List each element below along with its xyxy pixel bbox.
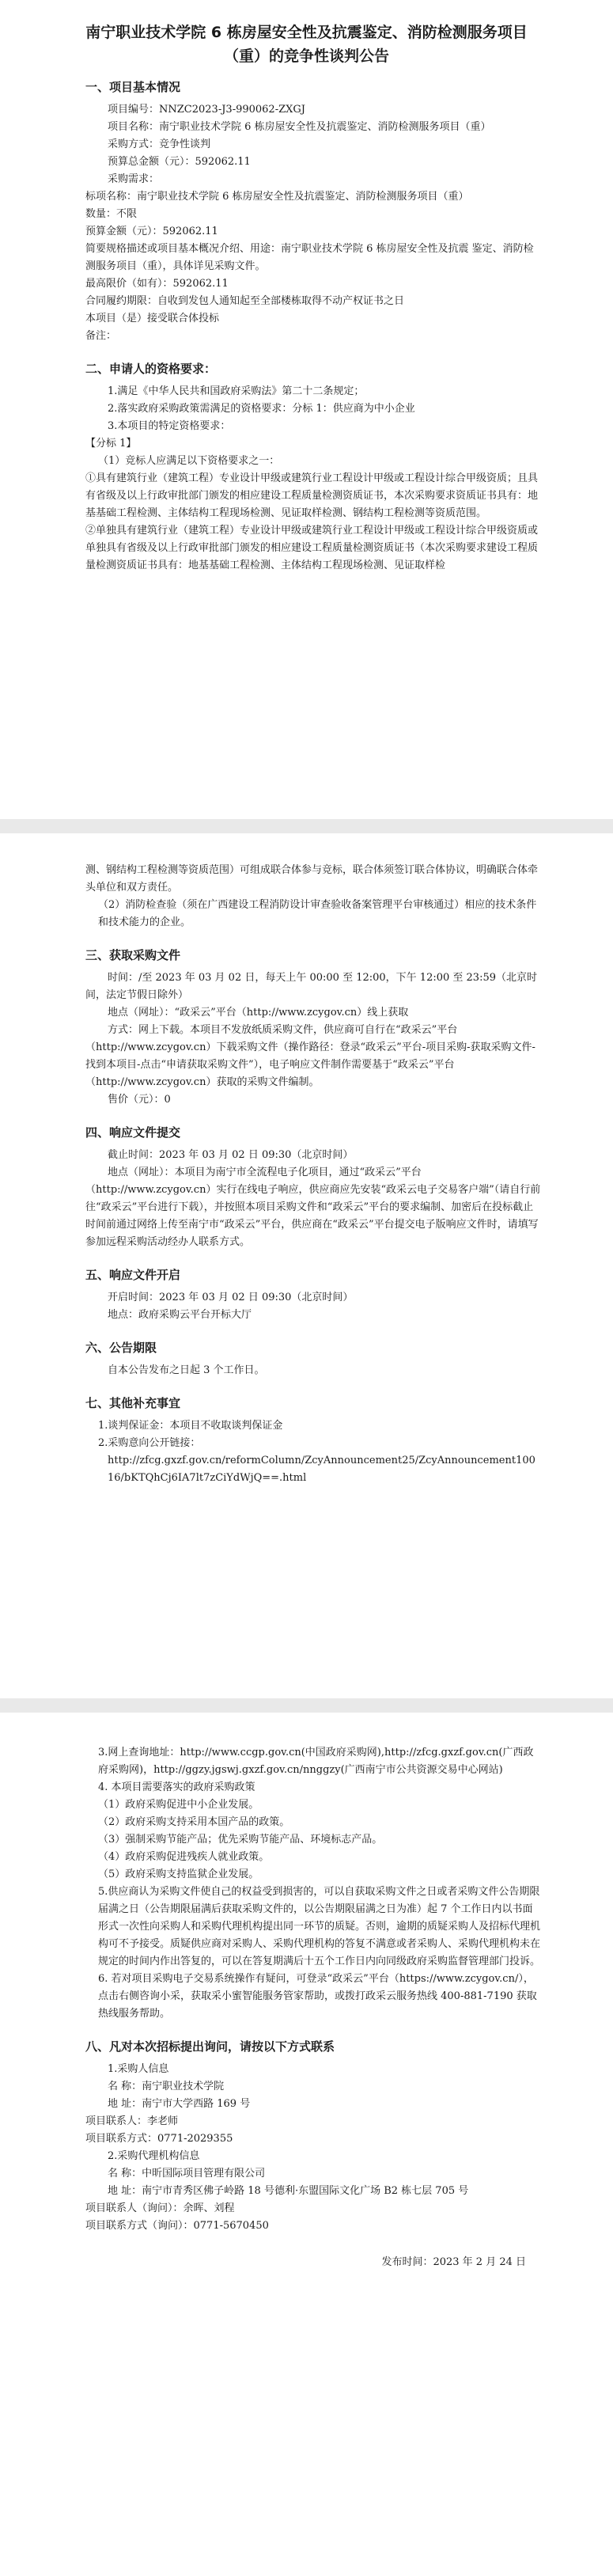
policy-5: （5）政府采购支持监狱企业发展。 (98, 1868, 259, 1880)
consortium-note: 本项目（是）接受联合体投标 (85, 313, 220, 324)
qualification-item-2: 2.落实政府采购政策需满足的资格要求：分标 1：供应商为中小企业 (108, 403, 415, 415)
section-heading-basic-info: 一、项目基本情况 (85, 80, 181, 94)
condition-1b: ②单独具有建筑行业（建筑工程）专业设计甲级或建筑行业工程设计甲级或工程设计综合甲级资质或单独具有省级及以上行政审批部门颁发的相应建设工程质量检测资质证书（本次采购要求建设工程质量检测资质证书具有：地基基础工程检测、主体结构工程现场检测、见证取样检 (85, 525, 539, 571)
other-item-3: 3.网上查询地址：http://www.ccgp.gov.cn(中国政府采购网),http://zfcg.gxzf.gov.cn(广西政府采购网)，http://ggzy.jgswj.gxzf.gov.cn/nnggzy(广西南宁市公共资源交易中心网站) (98, 1747, 534, 1776)
lot-tag: 【分标 1】 (85, 438, 137, 450)
notice-period: 自本公告发布之日起 3 个工作日。 (108, 1364, 265, 1376)
page-1-body (0, 79, 613, 575)
procurement-requirements-label: 采购需求： (108, 173, 160, 185)
buyer-info-heading: 1.采购人信息 (108, 2063, 169, 2075)
maximum-price: 最高限价（如有）：592062.11 (85, 278, 229, 290)
page-separator (0, 819, 613, 833)
agent-info-heading: 2.采购代理机构信息 (108, 2150, 200, 2162)
document-page-2 (0, 833, 613, 1698)
total-budget: 预算总金额（元）：592062.11 (108, 156, 251, 168)
brief-description: 简要规格描述或项目基本概况介绍、用途：南宁职业技术学院 6 栋房屋安全性及抗震 鉴定、消防检测服务项目（重），具体详见采购文件。 (85, 243, 534, 272)
page-separator (0, 1698, 613, 1713)
project-name: 项目名称：南宁职业技术学院 6 栋房屋安全性及抗震鉴定、消防检测服务项目（重） (108, 121, 491, 133)
intention-link[interactable]: http://zfcg.gxzf.gov.cn/reformColumn/ZcyAnnouncement25/ZcyAnnouncement10016/bKTQhCj6IA7lt7zCiYdWjQ==.html (108, 1455, 535, 1484)
project-number: 项目编号：NNZC2023-J3-990062-ZXGJ (108, 104, 305, 116)
publish-date: 发布时间：2023 年 2 月 24 日 (381, 2256, 526, 2268)
section-heading-qualification: 二、申请人的资格要求： (85, 362, 217, 376)
lot-name: 标项名称：南宁职业技术学院 6 栋房屋安全性及抗震鉴定、消防检测服务项目（重） (85, 191, 469, 203)
policy-2: （2）政府采购支持采用本国产品的政策。 (98, 1816, 290, 1828)
quantity: 数量：不限 (85, 208, 138, 220)
submission-deadline: 截止时间：2023 年 03 月 02 日 09:30（北京时间） (108, 1149, 354, 1161)
other-item-5: 5.供应商认为采购文件使自己的权益受到损害的，可以自获取采购文件之日或者采购文件公告期限届满之日（公告期限届满后获取采购文件的，以公告期限届满之日为准）起 7 个工作日内以书面形式一次性向采购人和采购代理机构提出同一环节的质疑。否则，逾期的质疑采购人及招标代理机构可不予接受。质疑供应商对采购人、采购代理机构的答复不满意或者采购人、采购代理机构未在规定的时间内作出答复的，可以在答复期满后十五个工作日内向同级政府采购监督管理部门投诉。 (98, 1886, 541, 1967)
page-3-body (0, 1713, 613, 2271)
obtain-place: 地点（网址）：“政采云”平台（http://www.zcygov.cn）线上获取 (108, 1007, 409, 1019)
agent-contact-person: 项目联系人（询问）：余晖、刘程 (85, 2202, 235, 2214)
condition-1a: ①具有建筑行业（建筑工程）专业设计甲级或建筑行业工程设计甲级或工程设计综合甲级资质；且具有省级及以上行政审批部门颁发的相应建设工程质量检测资质证书，本次采购要求资质证书具有：地基基础工程检测、主体结构工程现场检测、见证取样检测、钢结构工程检测等资质范围。 (85, 472, 539, 519)
obtain-time: 时间：/至 2023 年 03 月 02 日，每天上午 00:00 至 12:00，下午 12:00 至 23:59（北京时间，法定节假日除外） (85, 972, 537, 1001)
buyer-name: 名 称：南宁职业技术学院 (108, 2081, 225, 2092)
qualification-item-3: 3.本项目的特定资格要求： (108, 420, 231, 432)
opening-place: 地点：政府采购云平台开标大厅 (108, 1309, 252, 1321)
policy-4: （4）政府采购促进残疾人就业政策。 (98, 1851, 270, 1863)
section-heading-submission: 四、响应文件提交 (85, 1125, 181, 1140)
section-heading-obtain-documents: 三、获取采购文件 (85, 948, 181, 962)
document-page-3 (0, 1713, 613, 2576)
agent-address: 地 址：南宁市青秀区佛子岭路 18 号德利·东盟国际文化广场 B2 栋七层 705 号 (108, 2185, 469, 2197)
lot-budget: 预算金额（元）：592062.11 (85, 226, 218, 237)
condition-1: （1）竞标人应满足以下资格要求之一： (98, 455, 280, 467)
document-price: 售价（元）：0 (108, 1094, 171, 1106)
condition-1b-continued: 测、钢结构工程检测等资质范围）可组成联合体参与竞标，联合体须签订联合体协议，明确联合体牵头单位和双方责任。 (85, 864, 539, 893)
agent-contact-phone: 项目联系方式（询问）：0771-5670450 (85, 2220, 269, 2232)
buyer-contact-person: 项目联系人：李老师 (85, 2115, 179, 2127)
other-item-1: 1.谈判保证金：本项目不收取谈判保证金 (98, 1420, 283, 1432)
section-heading-contact: 八、凡对本次招标提出询问，请按以下方式联系 (85, 2039, 335, 2054)
section-heading-notice-period: 六、公告期限 (85, 1341, 157, 1355)
section-heading-opening: 五、响应文件开启 (85, 1268, 181, 1282)
remarks-label: 备注： (85, 330, 117, 342)
policy-3: （3）强制采购节能产品；优先采购节能产品、环境标志产品。 (98, 1834, 383, 1846)
policy-1: （1）政府采购促进中小企业发展。 (98, 1799, 259, 1811)
opening-time: 开启时间：2023 年 03 月 02 日 09:30（北京时间） (108, 1292, 354, 1303)
section-heading-other-matters: 七、其他补充事宜 (85, 1396, 181, 1410)
page-2-body (0, 833, 613, 1487)
procurement-method: 采购方式：竞争性谈判 (108, 138, 211, 150)
qualification-item-1: 1.满足《中华人民共和国政府采购法》第二十二条规定； (108, 385, 365, 397)
buyer-contact-phone: 项目联系方式：0771-2029355 (85, 2133, 233, 2145)
other-item-6: 6. 若对项目采购电子交易系统操作有疑问，可登录“政采云”平台（https://www.zcygov.cn/），点击右侧咨询小采，获取采小蜜智能服务管家帮助，或拨打政采云服务热线 400-881-7190 获取热线服务帮助。 (98, 1973, 537, 2020)
agent-name: 名 称：中昕国际项目管理有限公司 (108, 2168, 266, 2180)
contract-period: 合同履约期限：自收到发包人通知起至全部楼栋取得不动产权证书之日 (85, 295, 405, 307)
other-item-4: 4. 本项目需要落实的政府采购政策 (98, 1781, 255, 1793)
submission-place: 地点（网址）：本项目为南宁市全流程电子化项目，通过“政采云”平台（http://www.zcygov.cn）实行在线电子响应，供应商应先安装“政采云电子交易客户端”（请自行前往“政采云”平台进行下载），并按照本项目采购文件和“政采云”平台的要求编制、加密后在投标截止时间前通过网络上传至南宁市“政采云”平台，供应商在“政采云”平台提交电子版响应文件时，请填写参加远程采购活动经办人联系方式。 (85, 1167, 541, 1248)
other-item-2: 2.采购意向公开链接： (98, 1437, 201, 1449)
buyer-address: 地 址：南宁市大学西路 169 号 (108, 2098, 251, 2110)
condition-2: （2）消防检查验（须在广西建设工程消防设计审查验收备案管理平台审核通过）相应的技术条件和技术能力的企业。 (98, 899, 537, 928)
obtain-method: 方式：网上下载。本项目不发放纸质采购文件，供应商可自行在“政采云”平台（http://www.zcygov.cn）下载采购文件（操作路径：登录“政采云”平台-项目采购-获取采购文件-找到本项目-点击“申请获取采购文件”），电子响应文件制作需要基于“政采云”平台（http://www.zcygov.cn）获取的采购文件编制。 (85, 1024, 535, 1088)
document-page-1 (0, 0, 613, 819)
page-title: 南宁职业技术学院 6 栋房屋安全性及抗震鉴定、消防检测服务项目（重）的竞争性谈判公告 (85, 24, 528, 65)
